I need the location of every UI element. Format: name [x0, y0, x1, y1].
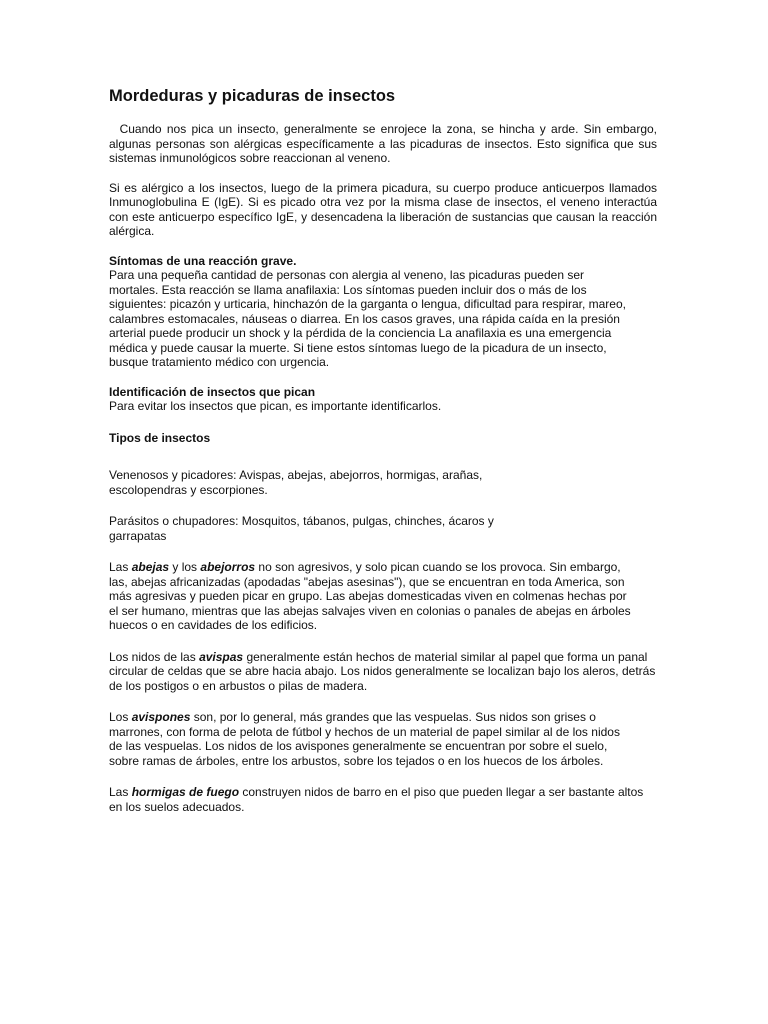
fire-ants-text-post: construyen nidos de barro en el piso que pueden llegar a ser bastante altos en los suelos adecuados.: [109, 785, 644, 814]
allergy-paragraph: Si es alérgico a los insectos, luego de la primera picadura, su cuerpo produce anticuerpos llamados Inmunoglobulina E (IgE). Si es picado otra vez por la misma clase de insectos, el veneno interactúa con este anticuerpo específico IgE, y desencadena la liberación de sustancias que causan la reacción alérgica.: [109, 180, 657, 238]
types-heading: Tipos de insectos: [109, 430, 211, 445]
bumblebees-term: abejorros: [200, 560, 256, 574]
wasps-text-pre: Los nidos de las: [109, 649, 200, 664]
identification-section: [109, 385, 657, 414]
fire-ants-paragraph: [109, 785, 657, 814]
intro-paragraph: Cuando nos pica un insecto, generalmente se enrojece la zona, se hincha y arde. Sin embargo, algunas personas son alérgicas específicamente a las picaduras de insectos. Esto significa que sus sistemas inmunológicos sobre reaccionan al veneno.: [109, 122, 661, 165]
symptoms-body: Para una pequeña cantidad de personas con alergia al veneno, las picaduras pueden ser mortales. Esta reacción se llama anafilaxia: Los síntomas pueden incluir dos o más de los siguientes: picazón y urticaria, hinchazón de la garganta o lengua, dificultad para respirar, mareo, calambres estomacales, náuseas o diarrea. En los casos graves, una rápida caída en la presión arterial puede producir un shock y la pérdida de la conciencia La anafilaxia es una emergencia médica y puede causar la muerte. Si tiene estos síntomas luego de la picadura de un insecto, busque tratamiento médico con urgencia.: [109, 268, 626, 369]
identification-body: Para evitar los insectos que pican, es importante identificarlos.: [109, 399, 442, 413]
identification-heading: Identificación de insectos que pican: [109, 384, 316, 399]
document-body: [109, 86, 661, 814]
bees-text-pre: Las: [109, 560, 132, 574]
hornets-paragraph: [109, 710, 634, 768]
bees-text-mid: y los: [169, 560, 201, 574]
symptoms-section: [109, 254, 634, 370]
parasite-types: Parásitos o chupadores: Mosquitos, tábanos, pulgas, chinches, ácaros y garrapatas: [109, 514, 494, 543]
hornets-text-post: son, por lo general, más grandes que las vespuelas. Sus nidos son grises o marrones, con forma de pelota de fútbol y hechos de un material de papel similar al de los nidos de las vespuelas. Los nidos de los avispones generalmente se encuentran por sobre el suelo, sobre ramas de árboles, entre los arbustos, sobre los tejados o en los huecos de los árboles.: [109, 710, 620, 768]
wasps-text-post: generalmente están hechos de material similar al papel que forma un panal circular de celdas que se abre hacia abajo. Los nidos generalmente se localizan bajo los aleros, detrás de los postigos o en arbustos o pilas de madera.: [109, 649, 656, 693]
fire-ants-text-pre: Las: [109, 785, 132, 799]
wasps-term: avispas: [199, 649, 244, 664]
hornets-text-pre: Los: [109, 710, 132, 724]
bees-term: abejas: [131, 560, 170, 574]
wasps-paragraph: [109, 650, 657, 694]
bees-text-post: no son agresivos, y solo pican cuando se los provoca. Sin embargo, las, abejas africanizadas (apodadas "abejas asesinas"), que se encuentran en toda America, son más agresivas y pueden picar en grupo. Las abejas domesticadas viven en colmenas hechas por el ser humano, mientras que las abejas salvajes viven en colonias o panales de abejas en árboles huecos o en cavidades de los edificios.: [109, 560, 631, 632]
venomous-types: Venenosos y picadores: Avispas, abejas, abejorros, hormigas, arañas, escolopendras y escorpiones.: [109, 468, 483, 497]
page-title: Mordeduras y picaduras de insectos: [109, 87, 396, 105]
bees-paragraph: [109, 560, 634, 633]
fire-ants-term: hormigas de fuego: [131, 785, 240, 799]
hornets-term: avispones: [131, 710, 191, 724]
symptoms-heading: Síntomas de una reacción grave.: [109, 253, 297, 268]
